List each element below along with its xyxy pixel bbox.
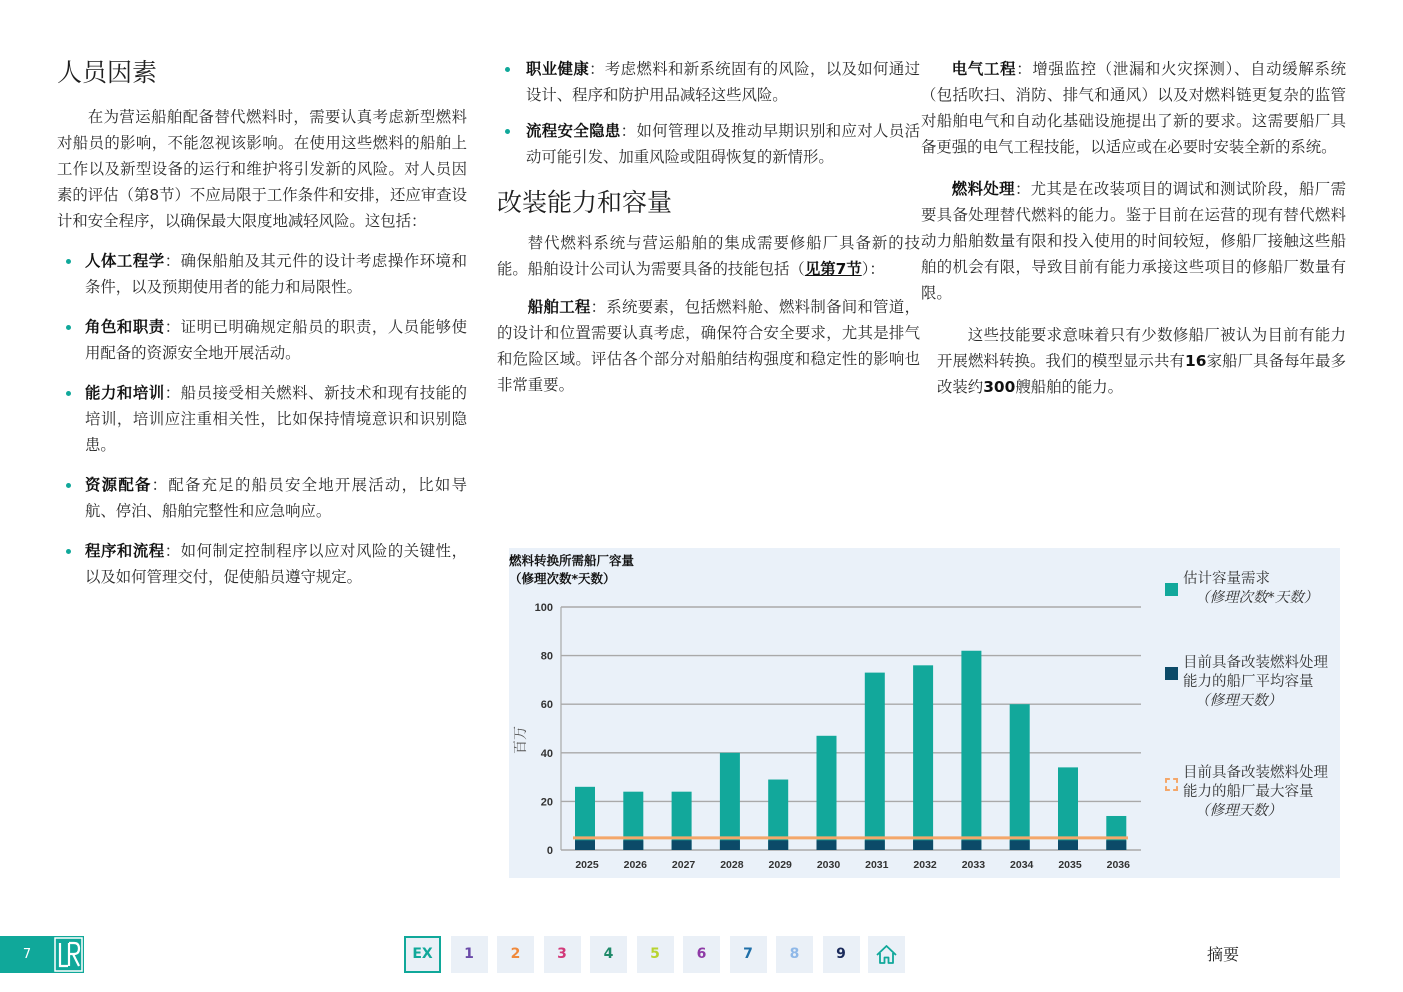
bar-demand bbox=[817, 736, 837, 850]
bullet-term: 程序和流程 bbox=[85, 542, 165, 560]
bar-average bbox=[817, 840, 837, 850]
list-item bbox=[57, 538, 467, 590]
bullet-text: 证明已明确规定船员的职责，人员能够使用配备的资源安全地开展活动。 bbox=[85, 318, 467, 362]
nav-button-4[interactable]: 4 bbox=[590, 936, 627, 973]
x-tick-label: 2034 bbox=[1010, 859, 1034, 871]
legend-swatch-demand bbox=[1165, 583, 1178, 596]
x-tick-label: 2027 bbox=[671, 859, 696, 871]
nav-button-2[interactable]: 2 bbox=[497, 936, 534, 973]
bullet-term: 人体工程学 bbox=[85, 252, 165, 270]
ship-engineering-paragraph bbox=[497, 294, 920, 398]
para-term: 电气工程 bbox=[951, 60, 1017, 78]
legend-label: 目前具备改装燃料处理能力的船厂最大容量 bbox=[1183, 765, 1328, 800]
summary-link[interactable]: 摘要 bbox=[1207, 945, 1240, 964]
y-tick-label: 60 bbox=[540, 699, 553, 712]
legend-item-maximum bbox=[1165, 764, 1341, 821]
para-text: 增强监控（泄漏和火灾探测）、自动缓解系统（包括吹扫、消防、排气和通风）以及对燃料链更复杂的监管对船舶电气和自动化基础设施提出了新的要求。这需要船厂具备更强的电气工程技能，以适应或在必要时安装全新的系统。 bbox=[921, 60, 1346, 156]
bullet-text: 船员接受相关燃料、新技术和现有技能的培训，培训应注重相关性，比如保持情境意识和识别隐患。 bbox=[85, 384, 467, 454]
bullet-term: 职业健康 bbox=[526, 60, 590, 78]
bar-average bbox=[672, 840, 692, 850]
list-item bbox=[57, 314, 467, 366]
bar-average bbox=[961, 840, 981, 850]
x-tick-label: 2026 bbox=[623, 859, 647, 871]
nav-button-3[interactable]: 3 bbox=[544, 936, 581, 973]
bullet-sep: ： bbox=[164, 542, 181, 560]
bullet-sep: ： bbox=[164, 318, 181, 336]
y-tick-label: 20 bbox=[540, 796, 553, 809]
bar-demand bbox=[768, 780, 788, 850]
bullet-term: 流程安全隐患 bbox=[526, 122, 621, 140]
nav-button-1[interactable]: 1 bbox=[451, 936, 488, 973]
fuel-handling-paragraph bbox=[921, 176, 1346, 306]
bullet-dot bbox=[505, 67, 510, 72]
para-sep: ： bbox=[590, 298, 607, 316]
x-tick-label: 2028 bbox=[720, 859, 744, 871]
list-item bbox=[497, 56, 920, 108]
health-safety-list bbox=[497, 56, 920, 170]
home-button[interactable] bbox=[868, 936, 905, 973]
bullet-dot bbox=[505, 129, 510, 134]
section-heading-retrofit: 改装能力和容量 bbox=[497, 188, 673, 217]
nav-button-9[interactable]: 9 bbox=[823, 936, 860, 973]
chart-subtitle: （修理次数*天数） bbox=[509, 571, 616, 586]
list-item bbox=[57, 472, 467, 524]
section-heading-human-factors: 人员因素 bbox=[57, 58, 158, 87]
bullet-sep: ： bbox=[151, 476, 169, 494]
page-number: 7 bbox=[0, 936, 54, 973]
legend-unit: （修理次数*天数） bbox=[1195, 590, 1319, 606]
para-text: 尤其是在改装项目的调试和测试阶段，船厂需要具备处理替代燃料的能力。鉴于目前在运营的现有替代燃料动力船舶数量有限和投入使用的时间较短，修船厂接触这些船舶的机会有限，导致目前有能力承接这些项目的修船厂数量有限。 bbox=[921, 180, 1346, 302]
bar-average bbox=[1058, 840, 1078, 850]
list-item bbox=[497, 118, 920, 170]
section-7-link[interactable]: 见第7节 bbox=[804, 260, 862, 278]
intro-text-end: ）： bbox=[861, 260, 885, 278]
electrical-engineering-paragraph bbox=[921, 56, 1346, 160]
legend-item-demand bbox=[1165, 570, 1318, 608]
nav-button-8[interactable]: 8 bbox=[776, 936, 813, 973]
legend-unit: （修理天数） bbox=[1195, 803, 1282, 819]
legend-item-average bbox=[1165, 654, 1335, 711]
human-factors-list bbox=[57, 248, 467, 590]
bullet-text: 如何管理以及推动早期识别和应对人员活动可能引发、加重风险或阻碍恢复的新情形。 bbox=[526, 122, 920, 166]
vessel-count: 300 bbox=[983, 378, 1016, 396]
home-icon bbox=[868, 936, 905, 973]
nav-button-ex[interactable]: EX bbox=[404, 936, 441, 973]
bullet-dot bbox=[66, 391, 71, 396]
nav-button-5[interactable]: 5 bbox=[637, 936, 674, 973]
bar-average bbox=[720, 840, 740, 850]
x-tick-label: 2036 bbox=[1106, 859, 1130, 871]
para-text: 系统要素，包括燃料舱、燃料制备间和管道，的设计和位置需要认真考虑，确保符合安全要求，尤其是排气和危险区域。评估各个部分对船舶结构强度和稳定性的影响也非常重要。 bbox=[497, 298, 920, 394]
para-text: 艘船舶的能力。 bbox=[1015, 378, 1124, 396]
x-tick-label: 2032 bbox=[913, 859, 937, 871]
y-axis-label: 百万 bbox=[513, 726, 529, 754]
bullet-sep: ： bbox=[164, 384, 181, 402]
bullet-text: 考虑燃料和新系统固有的风险，以及如何通过设计、程序和防护用品减轻这些风险。 bbox=[526, 60, 920, 104]
bullet-dot bbox=[66, 325, 71, 330]
legend-unit: （修理天数） bbox=[1195, 693, 1282, 709]
legend-swatch-average bbox=[1165, 667, 1178, 680]
para-term: 燃料处理 bbox=[951, 180, 1015, 198]
para-sep: ： bbox=[1016, 60, 1033, 78]
human-factors-intro: 在为营运船舶配备替代燃料时，需要认真考虑新型燃料对船员的影响，不能忽视该影响。在使用这些燃料的船舶上工作以及新型设备的运行和维护将引发新的风险。对人员因素的评估（第8节）不应局限于工作条件和安排，还应审查设计和安全程序，以确保最大限度地减轻风险。这包括： bbox=[57, 108, 467, 230]
bar-demand bbox=[961, 651, 981, 850]
list-item bbox=[57, 380, 467, 458]
bullet-dot bbox=[66, 549, 71, 554]
bullet-term: 资源配备 bbox=[85, 476, 152, 494]
para-text: 家船厂具备每年最多改装约 bbox=[937, 352, 1346, 396]
y-tick-label: 0 bbox=[546, 845, 553, 857]
bar-average bbox=[768, 840, 788, 850]
bar-average bbox=[913, 840, 933, 850]
y-tick-label: 100 bbox=[534, 602, 553, 614]
bullet-term: 角色和职责 bbox=[85, 318, 165, 336]
x-tick-label: 2029 bbox=[768, 859, 792, 871]
bullet-text: 确保船舶及其元件的设计考虑操作环境和条件，以及预期使用者的能力和局限性。 bbox=[85, 252, 467, 296]
bullet-sep: ： bbox=[164, 252, 181, 270]
column-human-factors bbox=[57, 56, 467, 604]
bar-average bbox=[623, 840, 643, 850]
bullet-dot bbox=[66, 483, 71, 488]
list-item bbox=[57, 248, 467, 300]
shipyard-capacity-chart bbox=[509, 548, 1340, 878]
column-skills bbox=[921, 56, 1346, 416]
bar-demand bbox=[913, 665, 933, 850]
x-tick-label: 2035 bbox=[1058, 859, 1082, 871]
x-tick-label: 2033 bbox=[961, 859, 986, 871]
bar-demand bbox=[720, 753, 740, 850]
bar-average bbox=[1106, 840, 1126, 850]
retrofit-intro bbox=[497, 230, 920, 282]
bar-demand bbox=[865, 673, 885, 850]
bullet-sep: ： bbox=[589, 60, 605, 78]
nav-button-7[interactable]: 7 bbox=[730, 936, 767, 973]
shipyard-count: 16 bbox=[1185, 352, 1207, 370]
chart-title: 燃料转换所需船厂容量 bbox=[509, 553, 635, 568]
bullet-term: 能力和培训 bbox=[85, 384, 165, 402]
bar-average bbox=[865, 840, 885, 850]
bullet-sep: ： bbox=[620, 122, 637, 140]
legend-swatch-maximum bbox=[1165, 778, 1178, 791]
nav-button-6[interactable]: 6 bbox=[683, 936, 720, 973]
column-retrofit-capacity bbox=[497, 56, 920, 410]
legend-label: 目前具备改装燃料处理能力的船厂平均容量 bbox=[1183, 655, 1328, 690]
lr-logo bbox=[54, 936, 84, 973]
bullet-dot bbox=[66, 259, 71, 264]
shipyard-capacity-paragraph bbox=[921, 322, 1346, 400]
chart-plot bbox=[509, 548, 1149, 878]
x-tick-label: 2030 bbox=[816, 859, 841, 871]
bar-average bbox=[575, 840, 595, 850]
bullet-text: 如何制定控制程序以应对风险的关键性，以及如何管理交付，促使船员遵守规定。 bbox=[85, 542, 467, 586]
bar-demand bbox=[1010, 704, 1030, 850]
x-tick-label: 2025 bbox=[575, 859, 599, 871]
intro-text: 替代燃料系统与营运船舶的集成需要修船厂具备新的技能。船舶设计公司认为需要具备的技能包括（ bbox=[497, 234, 920, 278]
y-tick-label: 40 bbox=[540, 747, 553, 760]
legend-label: 估计容量需求 bbox=[1183, 571, 1270, 587]
bar-average bbox=[1010, 840, 1030, 850]
para-text: 这些技能要求意味着只有少数修船厂被认为目前有能力开展燃料转换。我们的模型显示共有 bbox=[937, 326, 1346, 370]
bullet-text: 配备充足的船员安全地开展活动，比如导航、停泊、船舶完整性和应急响应。 bbox=[85, 476, 467, 520]
y-tick-label: 80 bbox=[540, 650, 553, 663]
para-sep: ： bbox=[1014, 180, 1031, 198]
lr-logo-icon bbox=[54, 936, 84, 973]
para-term: 船舶工程 bbox=[527, 298, 591, 316]
x-tick-label: 2031 bbox=[865, 859, 889, 871]
